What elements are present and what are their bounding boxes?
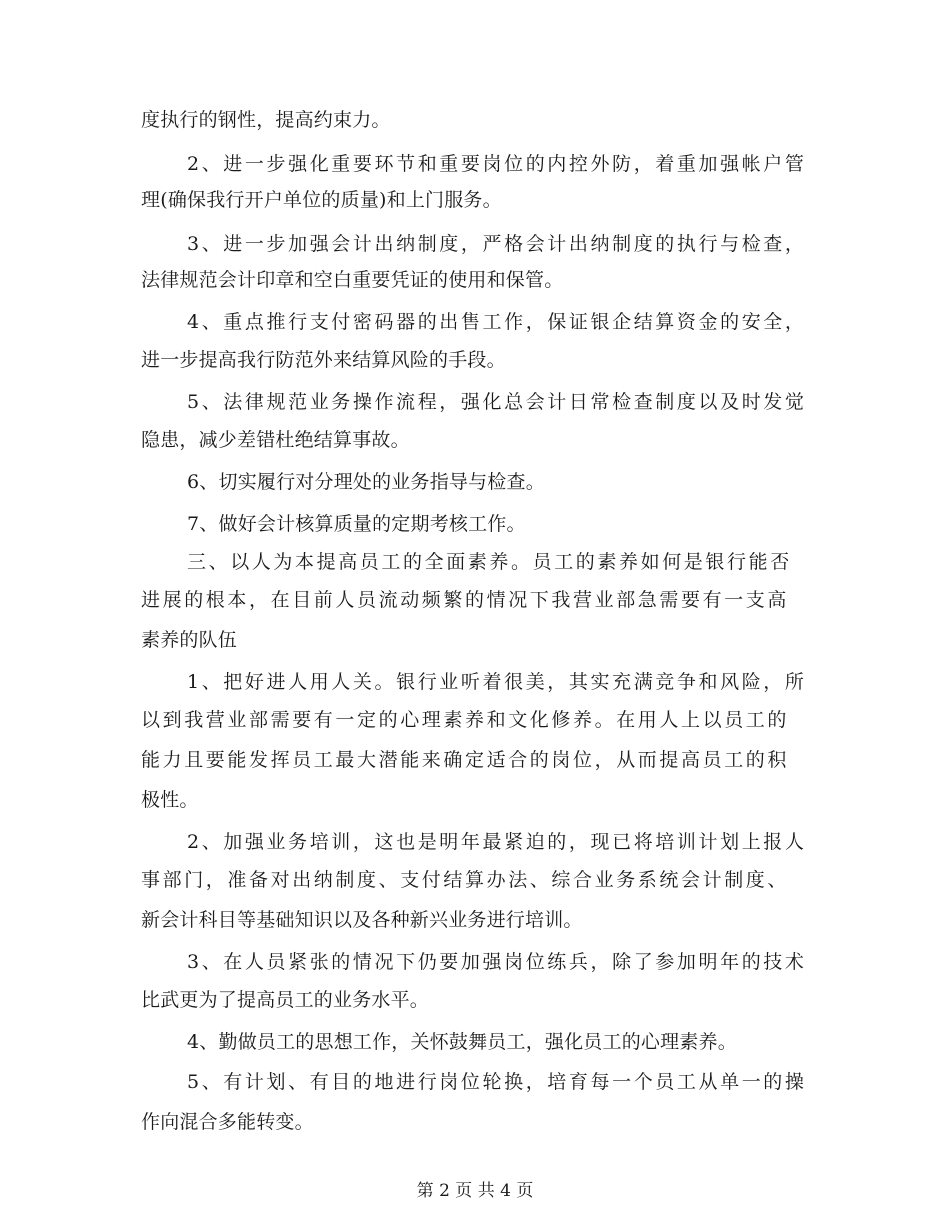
- text-line: 极性。: [141, 789, 199, 811]
- text-line: 7、做好会计核算质量的定期考核工作。: [187, 513, 526, 535]
- text-line: 以到我营业部需要有一定的心理素养和文化修养。在用人上以员工的: [141, 709, 790, 731]
- text-line: 能力且要能发挥员工最大潜能来确定适合的岗位，从而提高员工的积: [141, 749, 790, 771]
- text-line: 新会计科目等基础知识以及各种新兴业务进行培训。: [141, 909, 583, 931]
- page-footer: [0, 1180, 950, 1202]
- text-line: 5、有计划、有目的地进行岗位轮换，培育每一个员工从单一的操: [187, 1071, 807, 1093]
- text-line: 三、以人为本提高员工的全面素养。员工的素养如何是银行能否: [187, 551, 792, 573]
- text-line: 比武更为了提高员工的业务水平。: [141, 989, 430, 1011]
- text-line: 2、加强业务培训，这也是明年最紧迫的，现已将培训计划上报人: [187, 831, 807, 853]
- text-line: 法律规范会计印章和空白重要凭证的使用和保管。: [141, 269, 564, 291]
- text-line: 隐患，减少差错杜绝结算事故。: [141, 429, 410, 451]
- text-line: 素养的队伍: [141, 629, 238, 651]
- text-line: 理(确保我行开户单位的质量)和上门服务。: [141, 189, 502, 211]
- text-line: 作向混合多能转变。: [141, 1111, 314, 1133]
- text-line: 6、切实履行对分理处的业务指导与检查。: [187, 471, 545, 493]
- text-line: 3、进一步加强会计出纳制度，严格会计出纳制度的执行与检查，: [187, 233, 807, 255]
- text-line: 2、进一步强化重要环节和重要岗位的内控外防，着重加强帐户管: [187, 153, 807, 175]
- text-line: 度执行的钢性，提高约束力。: [141, 109, 391, 131]
- text-line: 5、法律规范业务操作流程，强化总会计日常检查制度以及时发觉: [187, 391, 807, 413]
- text-line: 事部门，准备对出纳制度、支付结算办法、综合业务系统会计制度、: [141, 869, 790, 891]
- text-line: 进展的根本，在目前人员流动频繁的情况下我营业部急需要有一支高: [141, 589, 790, 611]
- text-line: 1、把好进人用人关。银行业听着很美，其实充满竞争和风险，所: [187, 671, 807, 693]
- text-line: 进一步提高我行防范外来结算风险的手段。: [141, 349, 506, 371]
- page-number-label: 第 2 页 共 4 页: [416, 1181, 534, 1201]
- text-line: 4、勤做员工的思想工作，关怀鼓舞员工，强化员工的心理素养。: [187, 1031, 737, 1053]
- text-line: 4、重点推行支付密码器的出售工作，保证银企结算资金的安全，: [187, 311, 807, 333]
- text-line: 3、在人员紧张的情况下仍要加强岗位练兵，除了参加明年的技术: [187, 951, 807, 973]
